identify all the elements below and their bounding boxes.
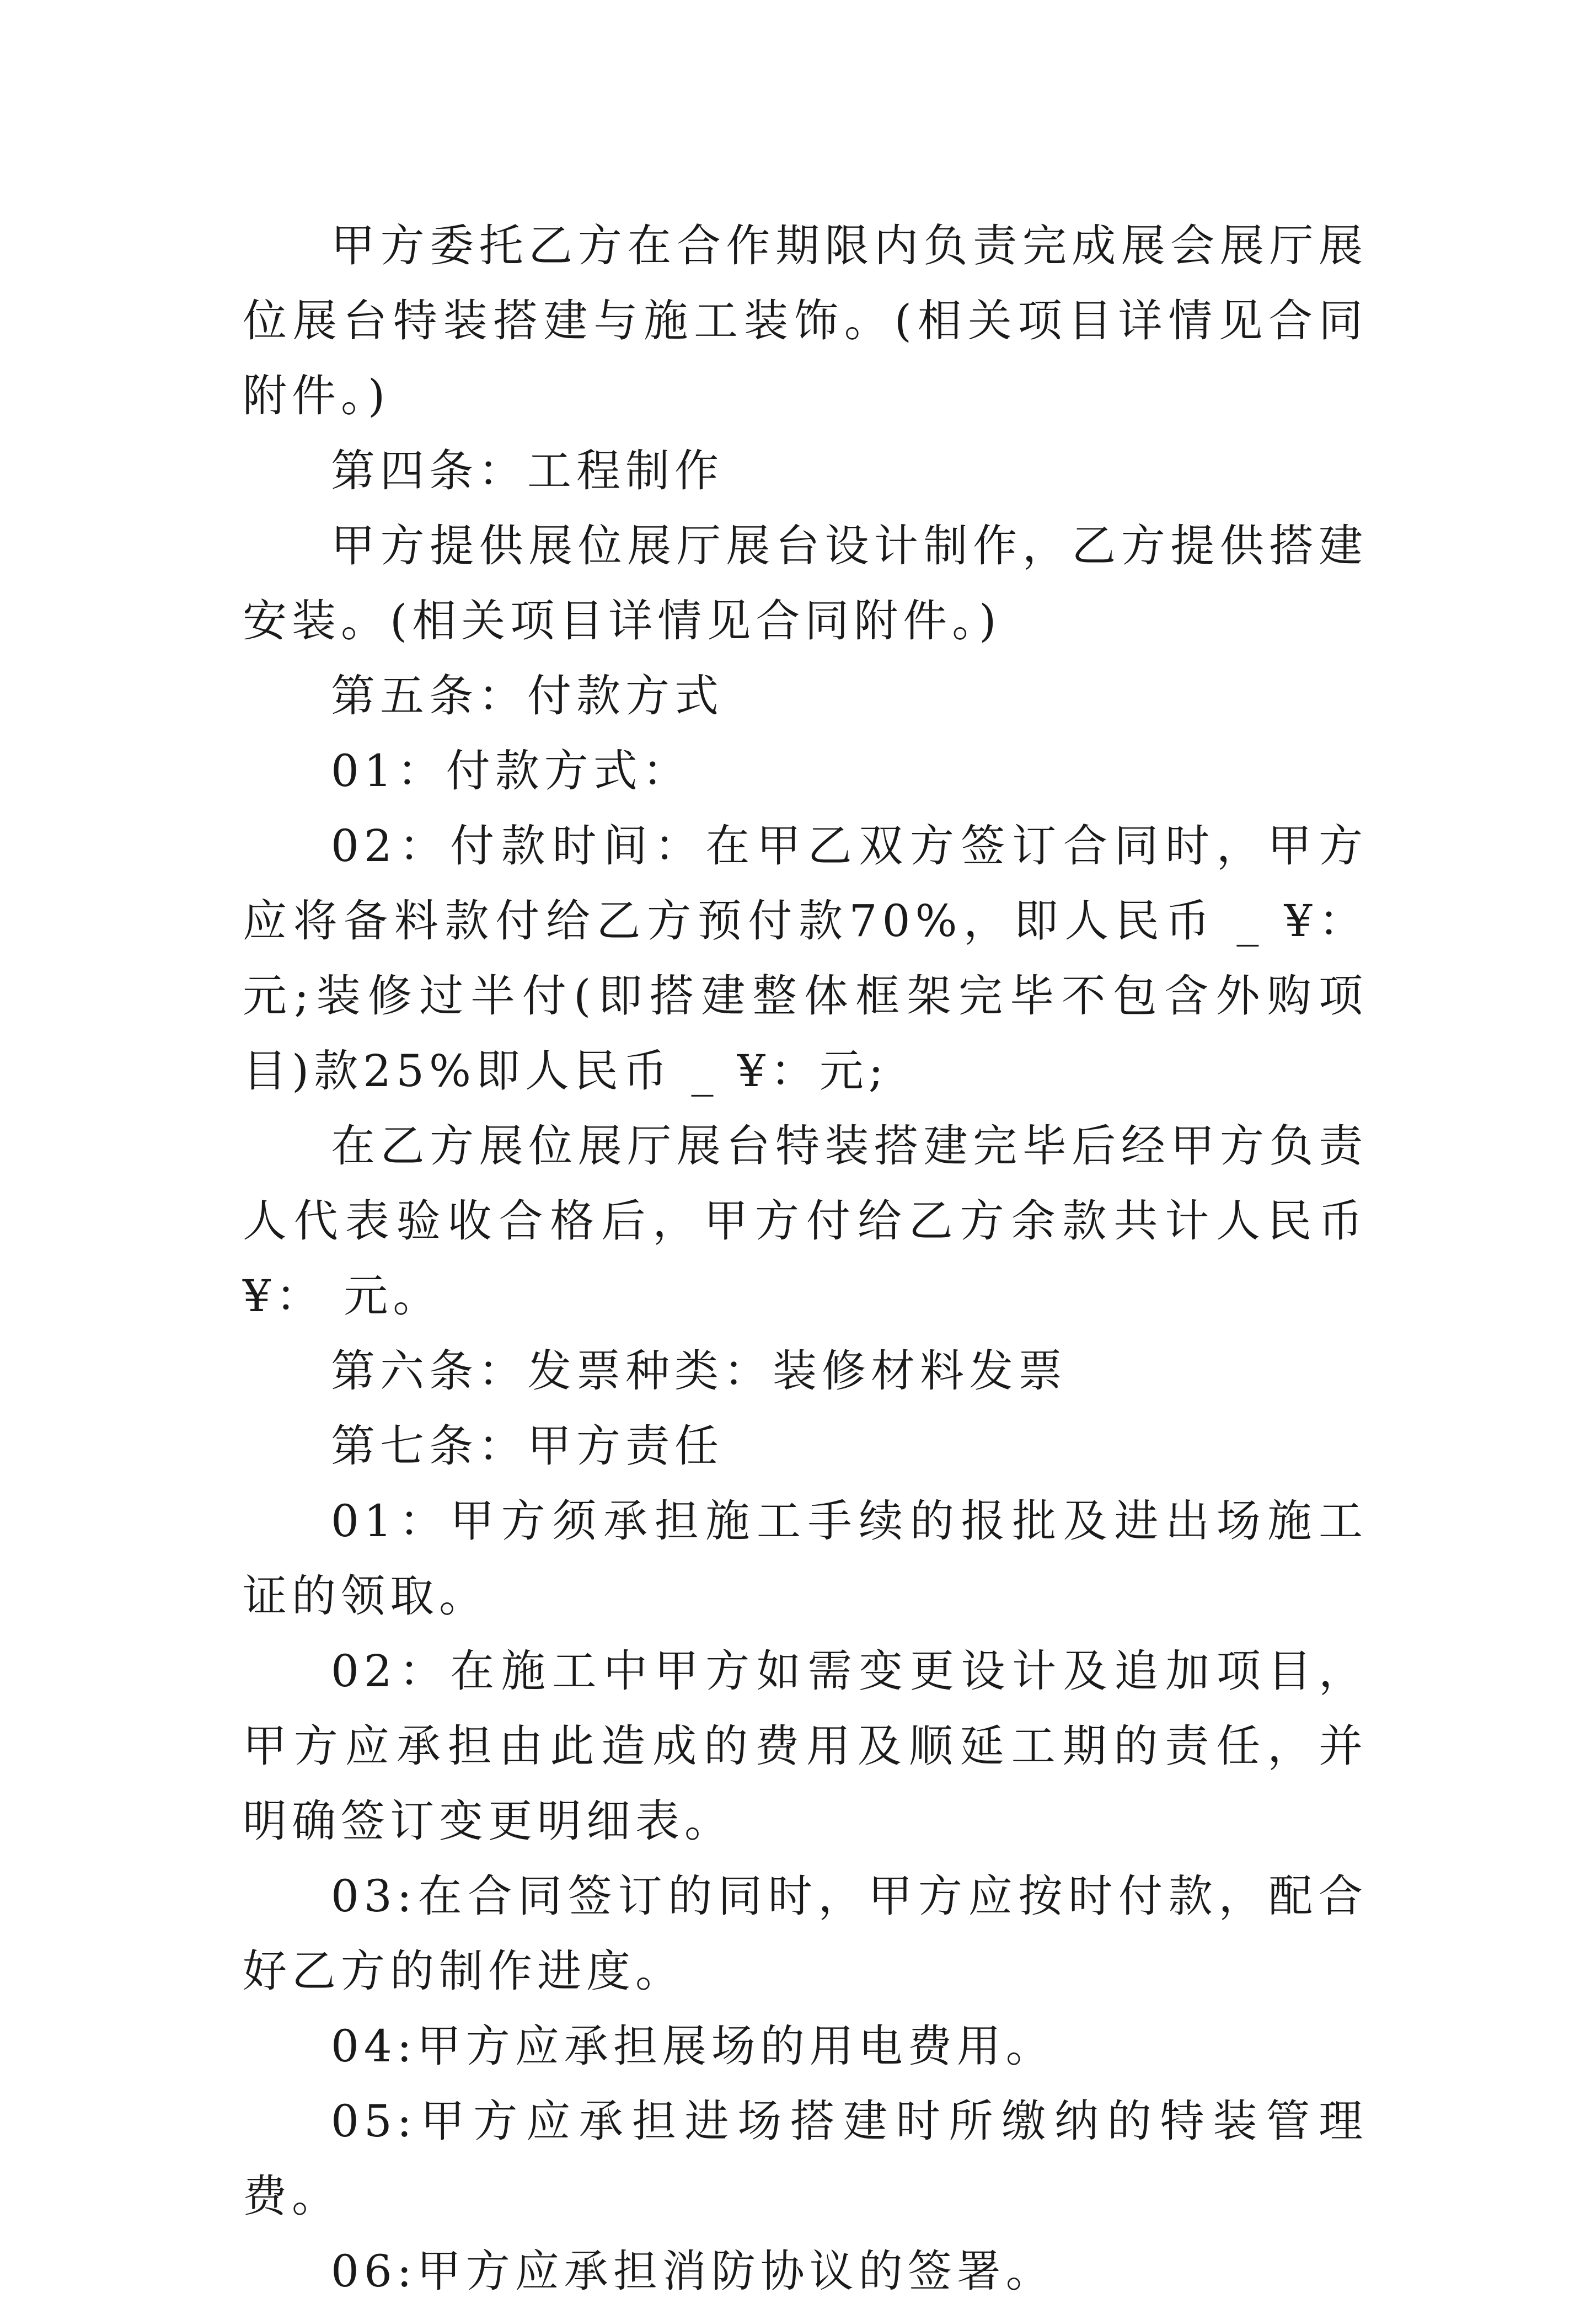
paragraph-production: 甲方提供展位展厅展台设计制作，乙方提供搭建安装。(相关项目详情见合同附件。) [243, 520, 1368, 646]
clause-7-01: 01：甲方须承担施工手续的报批及进出场施工证的领取。 [243, 1495, 1368, 1622]
clause-7-06: 06:甲方应承担消防协议的签署。 [331, 2246, 1055, 2297]
heading-article-4: 第四条：工程制作 [331, 445, 724, 496]
clause-7-03: 03:在合同签订的同时，甲方应按时付款，配合好乙方的制作进度。 [243, 1870, 1368, 1997]
paragraph-final-payment: 在乙方展位展厅展台特装搭建完毕后经甲方负责人代表验收合格后，甲方付给乙方余款共计人民币 ¥： 元。 [243, 1120, 1368, 1322]
clause-7-02: 02：在施工中甲方如需变更设计及追加项目，甲方应承担由此造成的费用及顺延工期的责任，并明确签订变更明细表。 [243, 1645, 1368, 1847]
paragraph-payment-method: 01：付款方式： [331, 745, 692, 797]
document-body [243, 209, 1368, 2309]
paragraph-payment-time: 02：付款时间：在甲乙双方签订合同时，甲方应将备料款付给乙方预付款70%，即人民币 _ ¥： 元;装修过半付(即搭建整体框架完毕不包含外购项目)款25%即人民币 _ ¥：元; [243, 820, 1368, 1097]
clause-7-05: 05:甲方应承担进场搭建时所缴纳的特装管理费。 [243, 2096, 1368, 2222]
heading-article-6: 第六条：发票种类：装修材料发票 [331, 1345, 1067, 1397]
heading-article-7: 第七条：甲方责任 [331, 1420, 724, 1472]
paragraph-commission: 甲方委托乙方在合作期限内负责完成展会展厅展位展台特装搭建与施工装饰。(相关项目详情见合同附件。) [243, 220, 1368, 421]
clause-7-04: 04:甲方应承担展场的用电费用。 [331, 2021, 1055, 2072]
heading-article-5: 第五条：付款方式 [331, 670, 724, 721]
